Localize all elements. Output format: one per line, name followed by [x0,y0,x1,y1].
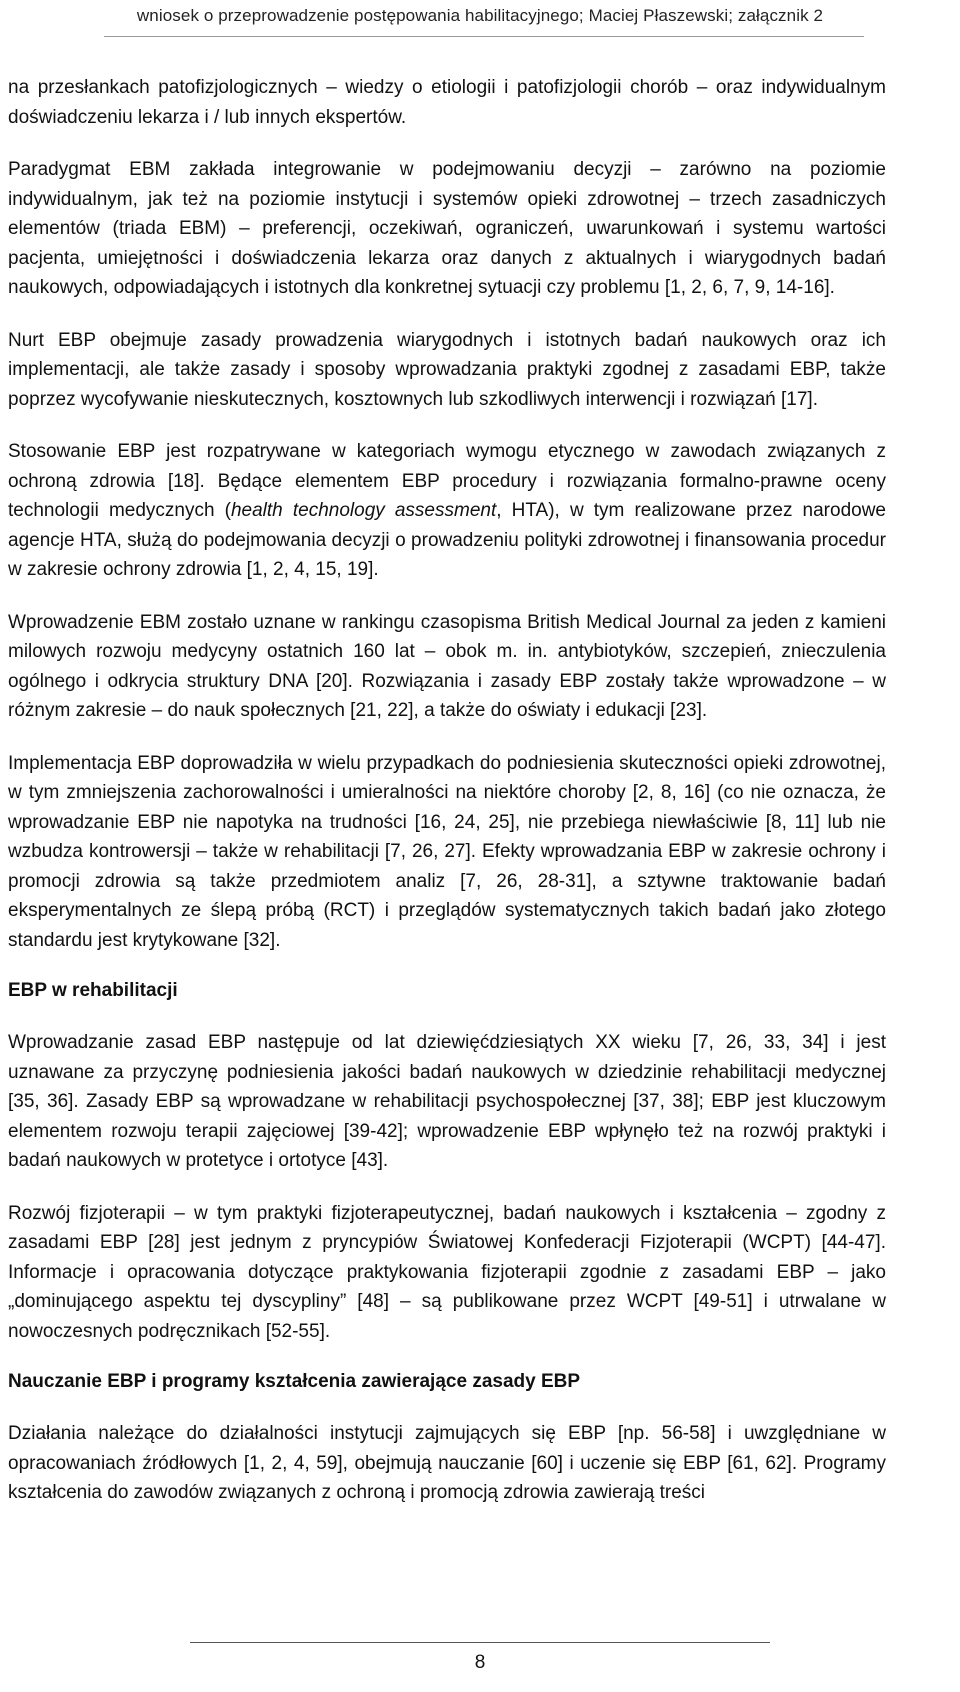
paragraph-pathophysiology: na przesłankach patofizjologicznych – wiedzy o etiologii i patofizjologii chorób – oraz indywidualnym doświadczeniu lekarza i / lub innych ekspertów. [8,77,886,128]
header-divider [104,36,864,37]
paragraph-ebp-implementation: Implementacja EBP doprowadziła w wielu przypadkach do podniesienia skuteczności opieki zdrowotnej, w tym zmniejszenia zachorowalności i umieralności na niektóre choroby [2, 8, 16] (co nie oznacza, że wprowadzanie EBP nie napotyka na trudności [16, 24, 25], nie przebiega niewłaściwie [8, 11] lub nie wzbudza kontrowersji – także w rehabilitacji [7, 26, 27]. Efekty wprowadzania EBP w zakresie ochrony i promocji zdrowia są także przedmiotem analiz [7, 26, 28-31], a sztywne traktowanie badań eksperymentalnych ze ślepą próbą (RCT) i przeglądów systematycznych takich badań jako złotego standardu jest krytykowane [32]. [8,752,886,951]
page-number: 8 [474,1652,486,1673]
paragraph-teaching-ebp: Działania należące do działalności instytucji zajmujących się EBP [np. 56-58] i uwzględniane w opracowaniach źródłowych [1, 2, 4, 59], obejmują nauczanie [60] i uczenie się EBP [61, 62]. Programy kształcenia do zawodów związanych z ochroną i promocją zdrowia zawierają treści [8,1423,886,1503]
paragraph-ebp-scope: Nurt EBP obejmuje zasady prowadzenia wiarygodnych i istotnych badań naukowych oraz ich implementacji, ale także zasady i sposoby wprowadzania praktyki zgodnej z zasadami EBP, także poprzez wycofywanie nieskutecznych, kosztownych lub szkodliwych interwencji i rozwiązań [17]. [8,329,886,410]
section-heading-rehabilitation: EBP w rehabilitacji [8,980,178,1001]
paragraph-ebm-milestone: Wprowadzenie EBM zostało uznane w rankingu czasopisma British Medical Journal za jeden z kamieni milowych rozwoju medycyny ostatnich 160 lat – obok m. in. antybiotyków, szczepień, znieczulenia ogólnego i odkrycia struktury DNA [20]. Rozwiązania i zasady EBP zostały także wprowadzone – w różnym zakresie – do nauk społecznych [21, 22], a także do oświaty i edukacji [23]. [8,611,886,721]
paragraph-physiotherapy: Rozwój fizjoterapii – w tym praktyki fizjoterapeutycznej, badań naukowych i kształcenia – zgodny z zasadami EBP [28] jest jednym z pryncypiów Światowej Konfederacji Fizjoterapii (WCPT) [44-47]. Informacje i opracowania dotyczące praktykowania fizjoterapii zgodnie z zasadami EBP – jako „dominującego aspektu tej dyscypliny” [48] – są publikowane przez WCPT [49-51] i utrwalane w nowoczesnych podręcznikach [52-55]. [8,1202,886,1342]
footer-divider [190,1642,770,1643]
paragraph-ebm-paradigm: Paradygmat EBM zakłada integrowanie w podejmowaniu decyzji – zarówno na poziomie indywidualnym, jak też na poziomie instytucji i systemów opieki zdrowotnej – trzech zasadniczych elementów (triada EBM) – preferencji, oczekiwań, ograniczeń, uwarunkowań i systemu wartości pacjenta, umiejętności i doświadczenia lekarza oraz danych z aktualnych i wiarygodnych badań naukowych, odpowiadających i istotnych dla konkretnej sytuacji czy problemu [1, 2, 6, 7, 9, 14-16]. [8,159,886,298]
section-heading-teaching: Nauczanie EBP i programy kształcenia zawierające zasady EBP [8,1371,581,1392]
document-body [8,73,886,1531]
running-header: wniosek o przeprowadzenie postępowania habilitacyjnego; Maciej Płaszewski; załącznik 2 [136,6,824,25]
paragraph-text: , HTA), w tym realizowane przez narodowe agencje HTA, służą do podejmowania decyzji o prowadzeniu polityki zdrowotnej i finansowania procedur w zakresie ochrony zdrowia [1, 2, 4, 15, 19]. [8,500,886,580]
paragraph-ebp-ethics [8,437,886,585]
paragraph-text: Stosowanie EBP jest rozpatrywane w kategoriach wymogu etycznego w zawodach związanych z ochroną zdrowia [18]. Będące elementem EBP procedury i rozwiązania formalno-prawne oceny technologii medycznych ( [8,441,886,521]
paragraph-ebp-rehabilitation: Wprowadzanie zasad EBP następuje od lat dziewięćdziesiątych XX wieku [7, 26, 33, 34] i jest uznawane za przyczynę podniesienia jakości badań naukowych w dziedzinie rehabilitacji medycznej [35, 36]. Zasady EBP są wprowadzane w rehabilitacji psychospołecznej [37, 38]; EBP jest kluczowym elementem rozwoju terapii zajęciowej [39-42]; wprowadzenie EBP wpłynęło też na rozwój praktyki i badań naukowych w protetyce i ortotyce [43]. [8,1032,886,1171]
italic-term: health technology assessment [230,500,497,521]
